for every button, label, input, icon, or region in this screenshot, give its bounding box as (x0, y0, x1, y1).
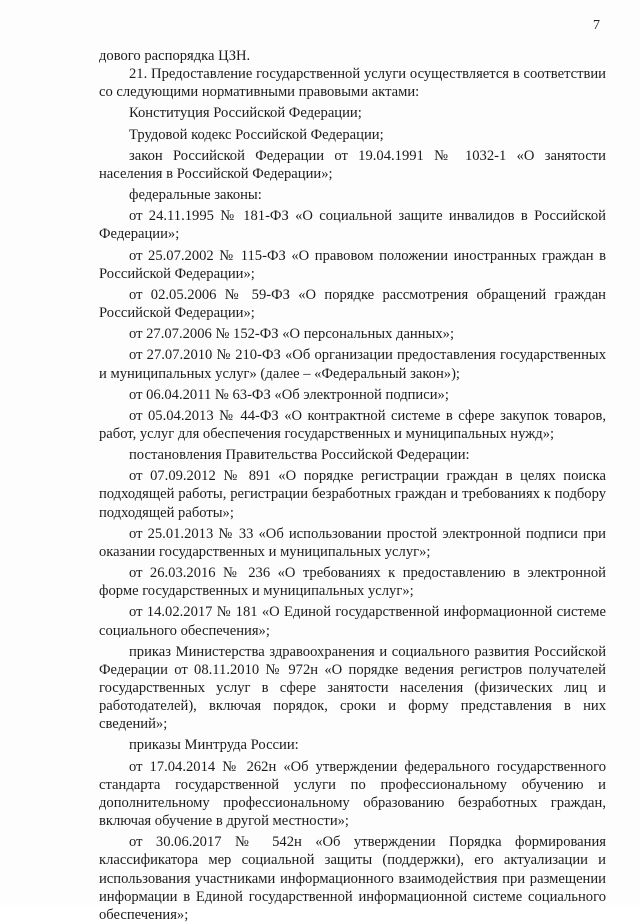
paragraph: приказы Минтруда России: (129, 737, 299, 754)
paragraph: федеральные законы: (129, 187, 262, 204)
paragraph: закон Российской Федерации от 19.04.1991 № 1032-1 «О занятости населения в Российской Федерации»; (99, 147, 606, 182)
paragraph: от 27.07.2010 № 210-ФЗ «Об организации предоставления государственных и муниципальных услуг» (далее – «Федеральный закон»); (99, 347, 606, 382)
paragraph: от 26.03.2016 № 236 «О требованиях к предоставлению в электронной форме государственных и муниципальных услуг»; (99, 565, 606, 600)
paragraph: от 25.01.2013 № 33 «Об использовании простой электронной подписи при оказании государственных и муниципальных услуг»; (99, 525, 606, 560)
paragraph: от 17.04.2014 № 262н «Об утверждении федерального государственного стандарта государственной услуги по профессиональному обучению и дополнительному профессиональному образованию безработных граждан, включая обучение в другой местности»; (99, 758, 606, 830)
paragraph: от 02.05.2006 № 59-ФЗ «О порядке рассмотрения обращений граждан Российской Федерации»; (99, 286, 606, 322)
paragraph: от 14.02.2017 № 181 «О Единой государственной информационной системе социального обеспечения»; (99, 604, 606, 639)
paragraph: от 05.04.2013 № 44-ФЗ «О контрактной системе в сфере закупок товаров, работ, услуг для обеспечения государственных и муниципальных нужд»; (99, 407, 606, 442)
paragraph: постановления Правительства Российской Федерации: (129, 447, 470, 464)
paragraph: от 24.11.1995 № 181-ФЗ «О социальной защите инвалидов в Российской Федерации»; (99, 208, 606, 243)
paragraph: приказ Министерства здравоохранения и социального развития Российской Федерации от 08.11.2010 № 972н «О порядке ведения регистров получателей государственных услуг в сфере занятости населения (физических лиц и работодателей), включая порядок, сроки и форму представления в них сведений»; (99, 643, 606, 733)
paragraph: от 30.06.2017 № 542н «Об утверждении Порядка формирования классификатора мер социальной защиты (поддержки), его актуализации и использования участниками информационного взаимодействия при размещении информации в Единой государственной информационной системе социального обеспечения»; (99, 834, 606, 923)
document-body (99, 47, 606, 924)
paragraph: Конституция Российской Федерации; (129, 105, 362, 122)
paragraph: от 06.04.2011 № 63-ФЗ «Об электронной подписи»; (129, 386, 449, 403)
paragraph: дового распорядка ЦЗН. (99, 48, 251, 64)
page-number: 7 (593, 18, 600, 33)
paragraph: от 27.07.2006 № 152-ФЗ «О персональных данных»; (129, 326, 454, 343)
paragraph: 21. Предоставление государственной услуги осуществляется в соответствии со следующими нормативными правовыми актами: (99, 66, 606, 101)
paragraph: от 07.09.2012 № 891 «О порядке регистрации граждан в целях поиска подходящей работы, регистрации безработных граждан и требованиях к подбору подходящей работы»; (99, 468, 606, 521)
paragraph: от 25.07.2002 № 115-ФЗ «О правовом положении иностранных граждан в Российской Федерации»; (99, 247, 606, 282)
paragraph: Трудовой кодекс Российской Федерации; (129, 126, 384, 143)
